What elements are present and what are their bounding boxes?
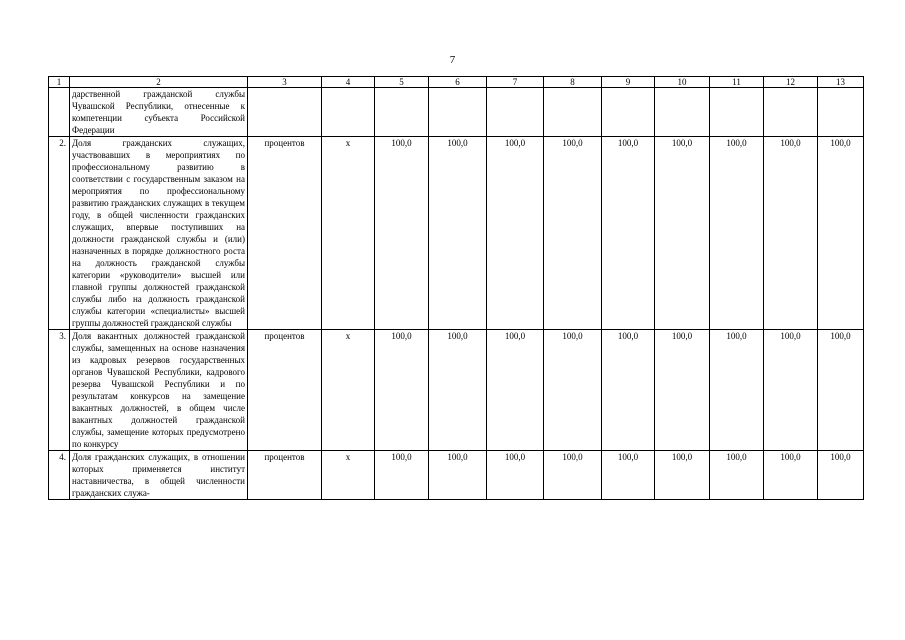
value-cell: 100,0 <box>602 451 655 500</box>
x-cell: x <box>322 451 375 500</box>
value-cell: 100,0 <box>710 137 764 330</box>
unit-cell: процентов <box>248 451 322 500</box>
value-cell: 100,0 <box>375 451 429 500</box>
value-cell: 100,0 <box>655 137 710 330</box>
header-cell: 13 <box>818 77 864 88</box>
x-cell: x <box>322 330 375 451</box>
value-cell: 100,0 <box>602 330 655 451</box>
value-cell: 100,0 <box>429 330 487 451</box>
value-cell: 100,0 <box>818 330 864 451</box>
value-cell: 100,0 <box>655 330 710 451</box>
indicators-table <box>48 76 864 500</box>
x-cell: x <box>322 137 375 330</box>
value-cell: 100,0 <box>764 451 818 500</box>
table-row <box>49 451 864 500</box>
header-cell: 4 <box>322 77 375 88</box>
value-cell: 100,0 <box>655 451 710 500</box>
header-cell: 10 <box>655 77 710 88</box>
indicator-text: Доля вакантных должностей гражданской службы, замещенных на основе назначения из кадровых резервов государственных органов Чувашской Республики, кадрового резерва Чувашской Республики и по результатам конкурсов на замещение вакантных должностей, в общем числе вакантных должностей гражданской службы, замещение которых предусмотрено по конкурсу <box>70 330 248 451</box>
header-cell: 6 <box>429 77 487 88</box>
header-cell: 12 <box>764 77 818 88</box>
table-row-continuation <box>49 88 864 137</box>
header-cell: 5 <box>375 77 429 88</box>
value-cell: 100,0 <box>764 330 818 451</box>
page-number: 7 <box>449 54 456 66</box>
value-cell: 100,0 <box>818 137 864 330</box>
value-cell: 100,0 <box>710 330 764 451</box>
table-row <box>49 330 864 451</box>
header-cell: 7 <box>487 77 544 88</box>
unit-cell: процентов <box>248 137 322 330</box>
header-cell: 2 <box>70 77 248 88</box>
value-cell: 100,0 <box>544 451 602 500</box>
value-cell: 100,0 <box>429 451 487 500</box>
indicator-text: Доля гражданских служащих, в отношении которых применяется институт наставничества, в общей численности гражданских служа- <box>70 451 248 500</box>
value-cell: 100,0 <box>710 451 764 500</box>
value-cell: 100,0 <box>544 330 602 451</box>
continuation-text-cell: дарственной гражданской службы Чувашской Республики, отнесенные к компетенции субъекта Российской Федерации <box>70 88 248 137</box>
value-cell: 100,0 <box>429 137 487 330</box>
value-cell: 100,0 <box>375 330 429 451</box>
value-cell: 100,0 <box>487 330 544 451</box>
header-cell: 3 <box>248 77 322 88</box>
header-cell: 11 <box>710 77 764 88</box>
table-header-row <box>49 77 864 88</box>
row-number: 2. <box>49 137 70 330</box>
value-cell: 100,0 <box>818 451 864 500</box>
row-number: 4. <box>49 451 70 500</box>
value-cell: 100,0 <box>375 137 429 330</box>
value-cell: 100,0 <box>764 137 818 330</box>
unit-cell: процентов <box>248 330 322 451</box>
value-cell: 100,0 <box>602 137 655 330</box>
row-number: 3. <box>49 330 70 451</box>
indicator-text: Доля гражданских служащих, участвовавших в мероприятиях по профессиональному развитию в соответствии с государственным заказом на мероприятия по профессиональному развитию гражданских служащих в текущем году, в общей численности гражданских служащих, впервые поступивших на должности гражданской службы и (или) назначенных в порядке должностного роста на должность гражданской службы категории «руководители» высшей или главной группы должностей гражданской службы либо на должность гражданской службы категории «специалисты» высшей группы должностей гражданской службы <box>70 137 248 330</box>
header-cell: 8 <box>544 77 602 88</box>
value-cell: 100,0 <box>544 137 602 330</box>
value-cell: 100,0 <box>487 451 544 500</box>
value-cell: 100,0 <box>487 137 544 330</box>
table-row <box>49 137 864 330</box>
header-cell: 9 <box>602 77 655 88</box>
header-cell: 1 <box>49 77 70 88</box>
